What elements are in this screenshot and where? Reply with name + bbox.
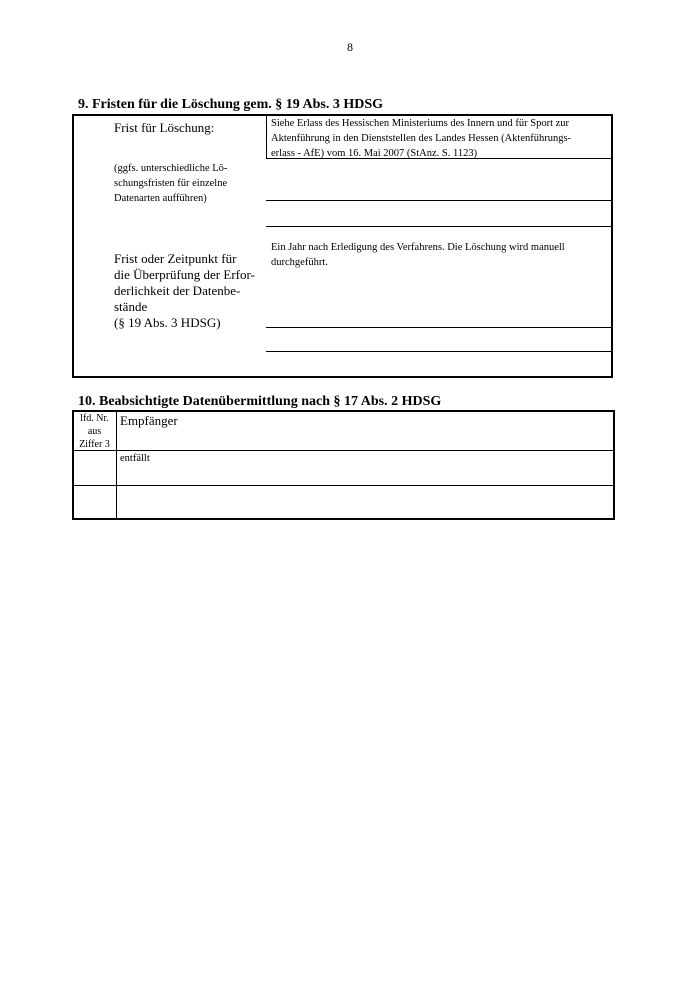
frist-value-line: erlass - AfE) vom 16. Mai 2007 (StAnz. S. 1123) [271,148,478,159]
row-divider [73,485,614,486]
section-10-heading: 10. Beabsichtigte Datenübermittlung nach § 17 Abs. 2 HDSG [78,394,442,409]
frist-value-line: Siehe Erlass des Hessischen Ministeriums des Innern und für Sport zur [271,118,570,129]
ueberpruefung-value-line: Ein Jahr nach Erledigung des Verfahrens. Die Löschung wird manuell [271,242,565,253]
ueberpruefung-label-line: Frist oder Zeitpunkt für [114,251,237,266]
frist-note-line: schungsfristen für einzelne [114,178,228,189]
frist-note [114,161,227,206]
header-row-divider [73,450,614,451]
col-empfaenger-header: Empfänger [120,413,178,428]
col-lfd-nr-header-line: aus [87,426,102,437]
frist-value-left-border [266,116,267,158]
ueberpruefung-label-line: die Überprüfung der Erfor- [114,267,255,282]
ueberpruefung-value [271,240,565,270]
ueberpruefung-value-line: durchgeführt. [271,257,328,268]
divider [266,327,611,328]
page-number: 8 [347,40,353,54]
col-lfd-nr-header [73,412,116,451]
ueberpruefung-label [114,251,255,331]
divider [266,200,611,201]
ueberpruefung-label-line: stände [114,299,148,314]
table-cell-empfaenger: entfällt [120,453,150,464]
frist-note-line: (ggfs. unterschiedliche Lö- [114,163,228,174]
column-divider [116,411,117,519]
ueberpruefung-label-line: (§ 19 Abs. 3 HDSG) [114,315,221,330]
divider [266,351,611,352]
divider [266,158,611,159]
frist-value-line: Aktenführung in den Dienststellen des Landes Hessen (Aktenführungs- [271,133,572,144]
section-9-heading: 9. Fristen für die Löschung gem. § 19 Abs. 3 HDSG [78,97,384,112]
col-lfd-nr-header-line: Ziffer 3 [79,439,110,450]
frist-label: Frist für Löschung: [114,120,215,135]
divider [266,226,611,227]
frist-note-line: Datenarten aufführen) [114,193,207,204]
col-lfd-nr-header-line: lfd. Nr. [80,413,109,424]
ueberpruefung-label-line: derlichkeit der Datenbe- [114,283,241,298]
frist-value [271,116,571,161]
